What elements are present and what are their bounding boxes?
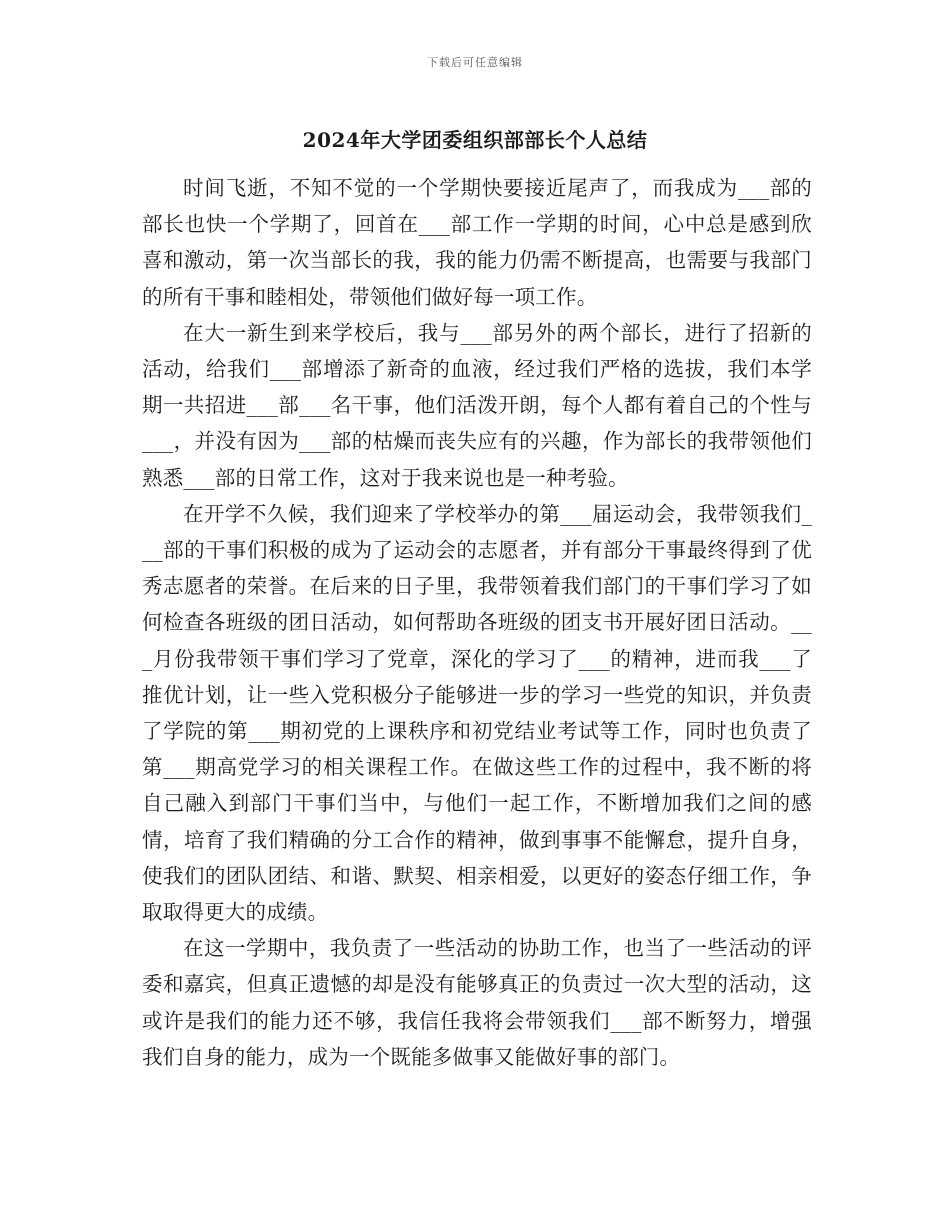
paragraph: 在这一学期中，我负责了一些活动的协助工作，也当了一些活动的评委和嘉宾，但真正遗憾的却是没有能够真正的负责过一次大型的活动，这或许是我们的能力还不够，我信任我将会带领我们___部不断努力，增强我们自身的能力，成为一个既能多做事又能做好事的部门。 xyxy=(142,936,812,1069)
document-body xyxy=(142,170,812,1075)
paragraph: 在大一新生到来学校后，我与___部另外的两个部长，进行了招新的活动，给我们___部增添了新奇的血液，经过我们严格的选拔，我们本学期一共招进___部___名干事，他们活泼开朗，每个人都有着自己的个性与___，并没有因为___部的枯燥而丧失应有的兴趣，作为部长的我带领他们熟悉___部的日常工作，这对于我来说也是一种考验。 xyxy=(142,320,812,490)
paragraph: 在开学不久候，我们迎来了学校举办的第___届运动会，我带领我们___部的干事们积极的成为了运动会的志愿者，并有部分干事最终得到了优秀志愿者的荣誉。在后来的日子里，我带领着我们部门的干事们学习了如何检查各班级的团日活动，如何帮助各班级的团支书开展好团日活动。___月份我带领干事们学习了党章，深化的学习了___的精神，进而我___了推优计划，让一些入党积极分子能够进一步的学习一些党的知识，并负责了学院的第___期初党的上课秩序和初党结业考试等工作，同时也负责了第___期高党学习的相关课程工作。在做这些工作的过程中，我不断的将自己融入到部门干事们当中，与他们一起工作，不断增加我们之间的感情，培育了我们精确的分工合作的精神，做到事事不能懈怠，提升自身，使我们的团队团结、和谐、默契、相亲相爱，以更好的姿态仔细工作，争取取得更大的成绩。 xyxy=(142,501,812,925)
page-header-note: 下载后可任意编辑 xyxy=(427,56,523,69)
document-title: 2024年大学团委组织部部长个人总结 xyxy=(302,128,648,152)
paragraph: 时间飞逝，不知不觉的一个学期快要接近尾声了，而我成为___部的部长也快一个学期了，回首在___部工作一学期的时间，心中总是感到欣喜和激动，第一次当部长的我，我的能力仍需不断提高，也需要与我部门的所有干事和睦相处，带领他们做好每一项工作。 xyxy=(142,176,812,309)
